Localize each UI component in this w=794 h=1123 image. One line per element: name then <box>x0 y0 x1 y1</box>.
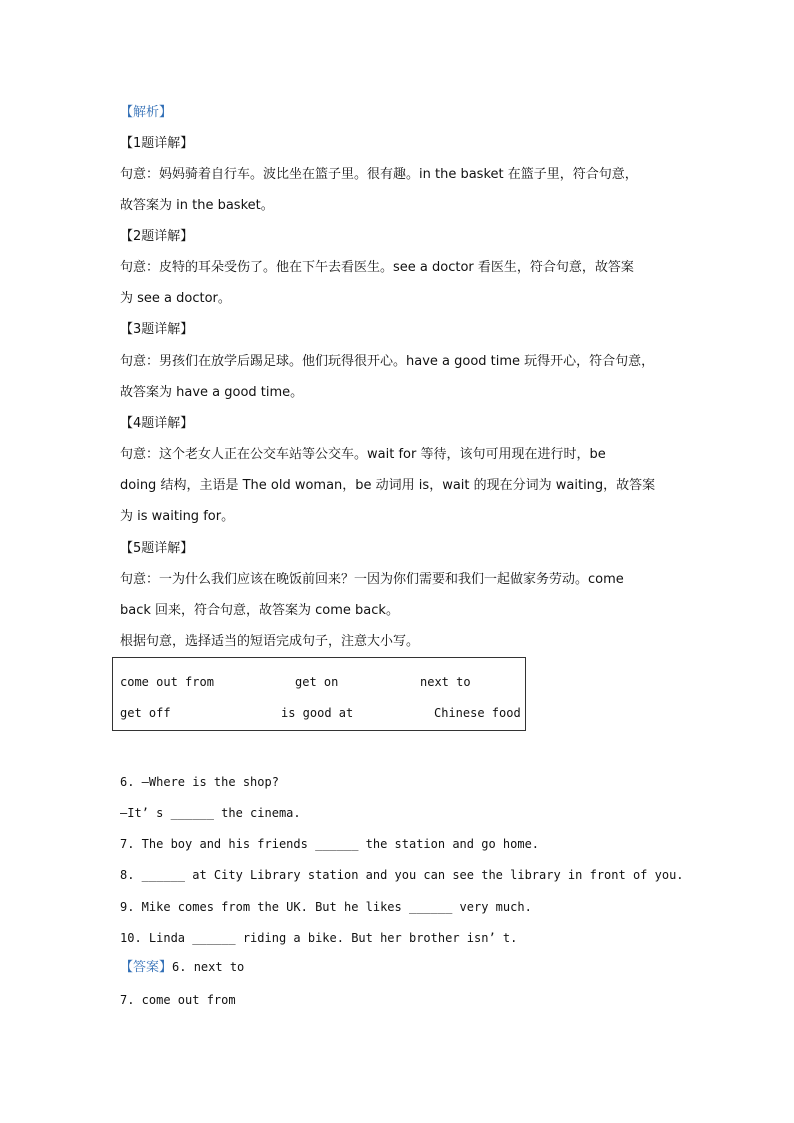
word-option: next to <box>420 675 471 689</box>
word-option: Chinese food <box>434 706 521 720</box>
q1-explanation-line1: 句意：妈妈骑着自行车。波比坐在篮子里。很有趣。in the basket 在篮子里，符合句意， <box>120 167 638 182</box>
q4-explanation-line3: 为 is waiting for。 <box>120 509 235 524</box>
word-option: is good at <box>281 706 354 720</box>
q4-label: 【4题详解】 <box>120 416 194 431</box>
question-7: 7. The boy and his friends ______ the station and go home. <box>120 837 540 851</box>
q3-label: 【3题详解】 <box>120 322 194 337</box>
question-8: 8. ______ at City Library station and you can see the library in front of you. <box>120 868 684 882</box>
q3-explanation-line1: 句意：男孩们在放学后踢足球。他们玩得很开心。have a good time 玩得开心，符合句意， <box>120 354 655 369</box>
answer-line-6 <box>120 958 244 977</box>
analysis-heading: 【解析】 <box>120 105 173 120</box>
q2-explanation-line2: 为 see a doctor。 <box>120 291 231 306</box>
q4-explanation-line1: 句意：这个老女人正在公交车站等公交车。wait for 等待，该句可用现在进行时，be <box>120 447 606 462</box>
q2-label: 【2题详解】 <box>120 229 194 244</box>
q4-explanation-line2: doing 结构，主语是 The old woman，be 动词用 is，wait 的现在分词为 waiting，故答案 <box>120 478 656 493</box>
instruction-text: 根据句意，选择适当的短语完成句子，注意大小写。 <box>120 634 420 649</box>
answer-7: 7. come out from <box>120 993 236 1007</box>
answer-6: 6. next to <box>172 960 245 974</box>
word-option: get on <box>295 675 339 689</box>
q1-explanation-line2: 故答案为 in the basket。 <box>120 198 274 213</box>
q2-explanation-line1: 句意：皮特的耳朵受伤了。他在下午去看医生。see a doctor 看医生，符合句意，故答案 <box>120 260 634 275</box>
word-option: come out from <box>120 675 214 689</box>
q5-explanation-line2: back 回来，符合句意，故答案为 come back。 <box>120 603 399 618</box>
question-6: 6. —Where is the shop? <box>120 775 279 789</box>
q5-explanation-line1: 句意：一为什么我们应该在晚饭前回来？一因为你们需要和我们一起做家务劳动。come <box>120 572 624 587</box>
q3-explanation-line2: 故答案为 have a good time。 <box>120 385 304 400</box>
q5-label: 【5题详解】 <box>120 541 194 556</box>
q1-label: 【1题详解】 <box>120 136 194 151</box>
word-option: get off <box>120 706 171 720</box>
question-9: 9. Mike comes from the UK. But he likes ______ very much. <box>120 900 532 914</box>
question-6-reply: —It’ s ______ the cinema. <box>120 806 301 820</box>
answer-label: 【答案】 <box>120 960 173 975</box>
word-box <box>112 657 526 731</box>
question-10: 10. Linda ______ riding a bike. But her brother isn’ t. <box>120 931 518 945</box>
